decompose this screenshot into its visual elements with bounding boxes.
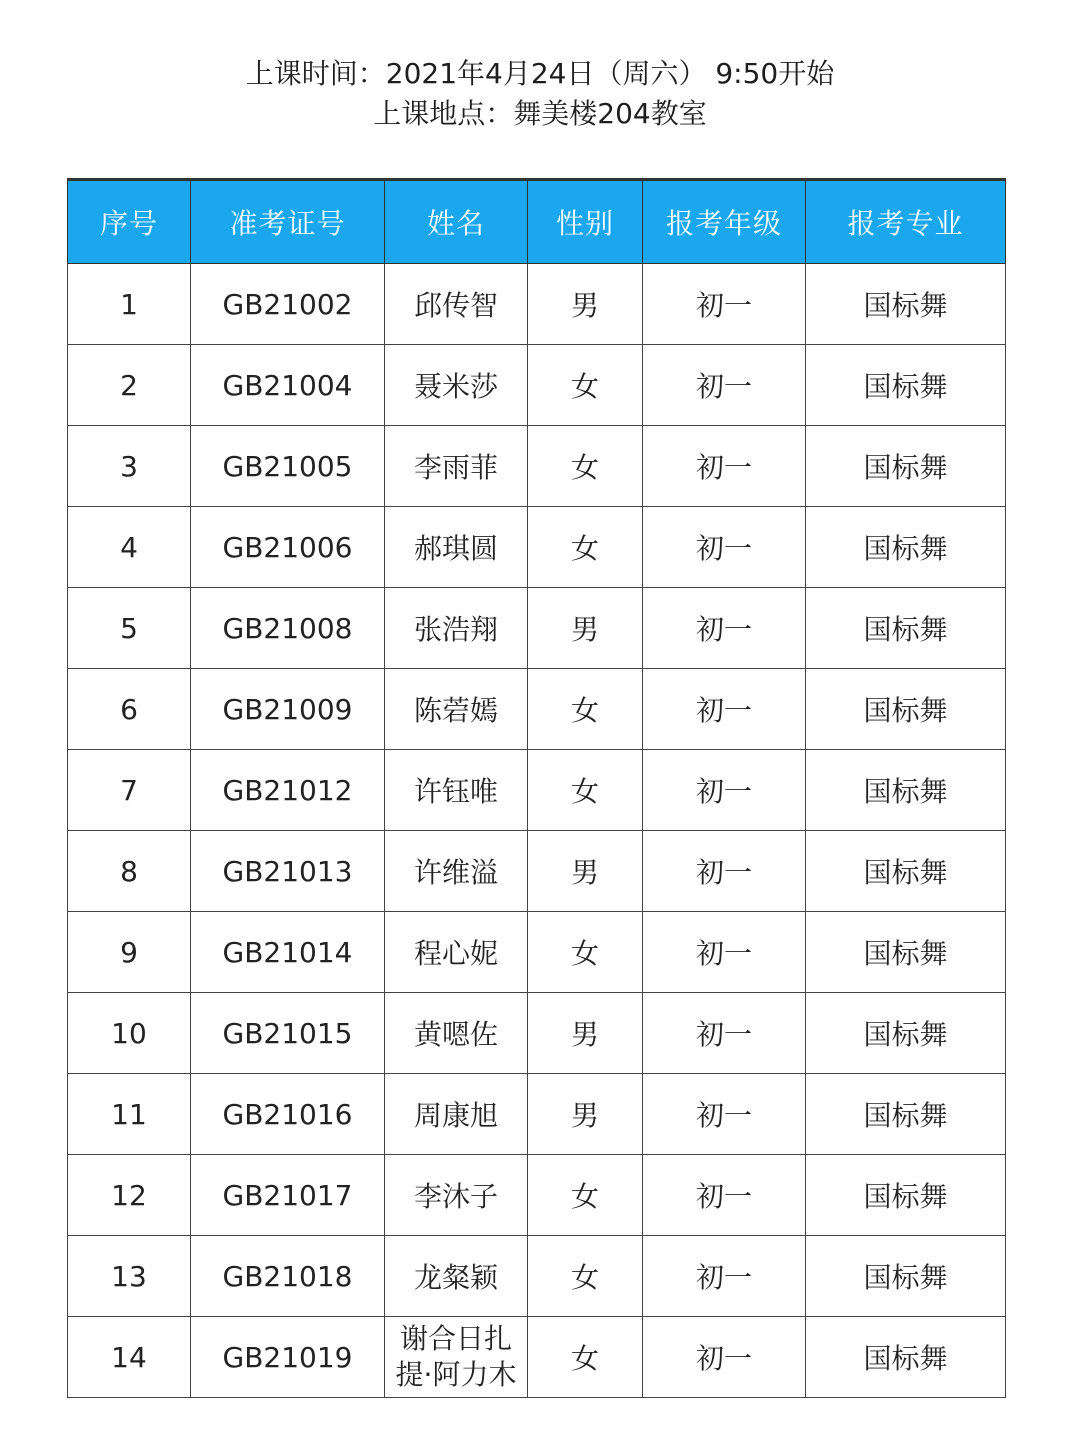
column-header-major: 报考专业 xyxy=(806,180,1006,264)
table-row xyxy=(68,1317,1006,1398)
class-time-line: 上课时间：2021年4月24日（周六） 9:50开始 xyxy=(245,57,835,90)
cell-exam-id: GB21018 xyxy=(191,1236,385,1317)
cell-grade: 初一 xyxy=(643,507,806,588)
cell-major: 国标舞 xyxy=(806,669,1006,750)
cell-no: 3 xyxy=(68,426,191,507)
cell-no: 1 xyxy=(68,264,191,345)
cell-grade: 初一 xyxy=(643,750,806,831)
cell-gender: 女 xyxy=(528,1236,643,1317)
cell-exam-id: GB21013 xyxy=(191,831,385,912)
cell-major: 国标舞 xyxy=(806,1317,1006,1398)
cell-major: 国标舞 xyxy=(806,1155,1006,1236)
cell-no: 7 xyxy=(68,750,191,831)
cell-name-line-1: 谢合日扎 xyxy=(399,1322,512,1355)
cell-no: 4 xyxy=(68,507,191,588)
cell-major: 国标舞 xyxy=(806,1074,1006,1155)
table-row xyxy=(68,912,1006,993)
cell-gender: 女 xyxy=(528,1155,643,1236)
cell-exam-id: GB21008 xyxy=(191,588,385,669)
table-row xyxy=(68,1236,1006,1317)
cell-major: 国标舞 xyxy=(806,507,1006,588)
cell-gender: 男 xyxy=(528,264,643,345)
cell-grade: 初一 xyxy=(643,669,806,750)
cell-no: 8 xyxy=(68,831,191,912)
cell-grade: 初一 xyxy=(643,993,806,1074)
cell-name: 黄嗯佐 xyxy=(385,993,528,1074)
cell-grade: 初一 xyxy=(643,1074,806,1155)
cell-grade: 初一 xyxy=(643,264,806,345)
column-header-exam-id: 准考证号 xyxy=(191,180,385,264)
cell-name: 陈菪嫣 xyxy=(385,669,528,750)
table-row xyxy=(68,588,1006,669)
cell-grade: 初一 xyxy=(643,426,806,507)
cell-no: 10 xyxy=(68,993,191,1074)
cell-no: 12 xyxy=(68,1155,191,1236)
cell-no: 11 xyxy=(68,1074,191,1155)
table-row xyxy=(68,345,1006,426)
cell-exam-id: GB21017 xyxy=(191,1155,385,1236)
cell-name: 龙粲颖 xyxy=(385,1236,528,1317)
cell-exam-id: GB21004 xyxy=(191,345,385,426)
cell-gender: 女 xyxy=(528,912,643,993)
column-header-name: 姓名 xyxy=(385,180,528,264)
cell-gender: 女 xyxy=(528,1317,643,1398)
table-row xyxy=(68,750,1006,831)
cell-gender: 男 xyxy=(528,588,643,669)
table-row xyxy=(68,831,1006,912)
cell-major: 国标舞 xyxy=(806,1236,1006,1317)
column-header-gender: 性别 xyxy=(528,180,643,264)
table-row xyxy=(68,1155,1006,1236)
cell-grade: 初一 xyxy=(643,588,806,669)
class-location-line: 上课地点：舞美楼204教室 xyxy=(373,97,707,130)
cell-major: 国标舞 xyxy=(806,426,1006,507)
cell-exam-id: GB21002 xyxy=(191,264,385,345)
cell-grade: 初一 xyxy=(643,912,806,993)
table-row xyxy=(68,507,1006,588)
cell-gender: 女 xyxy=(528,345,643,426)
cell-gender: 男 xyxy=(528,993,643,1074)
cell-name: 聂米莎 xyxy=(385,345,528,426)
cell-grade: 初一 xyxy=(643,345,806,426)
cell-exam-id: GB21006 xyxy=(191,507,385,588)
cell-name: 许钰唯 xyxy=(385,750,528,831)
cell-name: 李雨菲 xyxy=(385,426,528,507)
cell-exam-id: GB21015 xyxy=(191,993,385,1074)
cell-major: 国标舞 xyxy=(806,912,1006,993)
cell-gender: 男 xyxy=(528,831,643,912)
cell-major: 国标舞 xyxy=(806,264,1006,345)
cell-no: 9 xyxy=(68,912,191,993)
cell-no: 14 xyxy=(68,1317,191,1398)
cell-name xyxy=(385,1317,528,1398)
table-row xyxy=(68,264,1006,345)
cell-name: 张浩翔 xyxy=(385,588,528,669)
cell-name-line-2: 提·阿力木 xyxy=(395,1358,517,1391)
cell-gender: 女 xyxy=(528,507,643,588)
cell-no: 13 xyxy=(68,1236,191,1317)
cell-no: 6 xyxy=(68,669,191,750)
cell-major: 国标舞 xyxy=(806,993,1006,1074)
cell-grade: 初一 xyxy=(643,831,806,912)
table-row xyxy=(68,1074,1006,1155)
cell-name: 程心妮 xyxy=(385,912,528,993)
cell-exam-id: GB21014 xyxy=(191,912,385,993)
table-header-row xyxy=(68,180,1006,264)
column-header-no: 序号 xyxy=(68,180,191,264)
cell-grade: 初一 xyxy=(643,1236,806,1317)
cell-major: 国标舞 xyxy=(806,750,1006,831)
cell-name: 许维溢 xyxy=(385,831,528,912)
cell-name: 周康旭 xyxy=(385,1074,528,1155)
table-row xyxy=(68,669,1006,750)
cell-gender: 女 xyxy=(528,426,643,507)
cell-major: 国标舞 xyxy=(806,588,1006,669)
cell-exam-id: GB21005 xyxy=(191,426,385,507)
cell-major: 国标舞 xyxy=(806,345,1006,426)
cell-major: 国标舞 xyxy=(806,831,1006,912)
cell-gender: 女 xyxy=(528,669,643,750)
cell-grade: 初一 xyxy=(643,1155,806,1236)
schedule-header xyxy=(0,54,1080,134)
cell-name: 郝琪圆 xyxy=(385,507,528,588)
cell-no: 2 xyxy=(68,345,191,426)
cell-no: 5 xyxy=(68,588,191,669)
cell-exam-id: GB21019 xyxy=(191,1317,385,1398)
student-roster-table xyxy=(67,178,1006,1398)
cell-exam-id: GB21012 xyxy=(191,750,385,831)
cell-name: 邱传智 xyxy=(385,264,528,345)
column-header-grade: 报考年级 xyxy=(643,180,806,264)
table-row xyxy=(68,426,1006,507)
cell-name: 李沐子 xyxy=(385,1155,528,1236)
cell-gender: 女 xyxy=(528,750,643,831)
cell-exam-id: GB21016 xyxy=(191,1074,385,1155)
cell-exam-id: GB21009 xyxy=(191,669,385,750)
table-row xyxy=(68,993,1006,1074)
cell-grade: 初一 xyxy=(643,1317,806,1398)
cell-gender: 男 xyxy=(528,1074,643,1155)
